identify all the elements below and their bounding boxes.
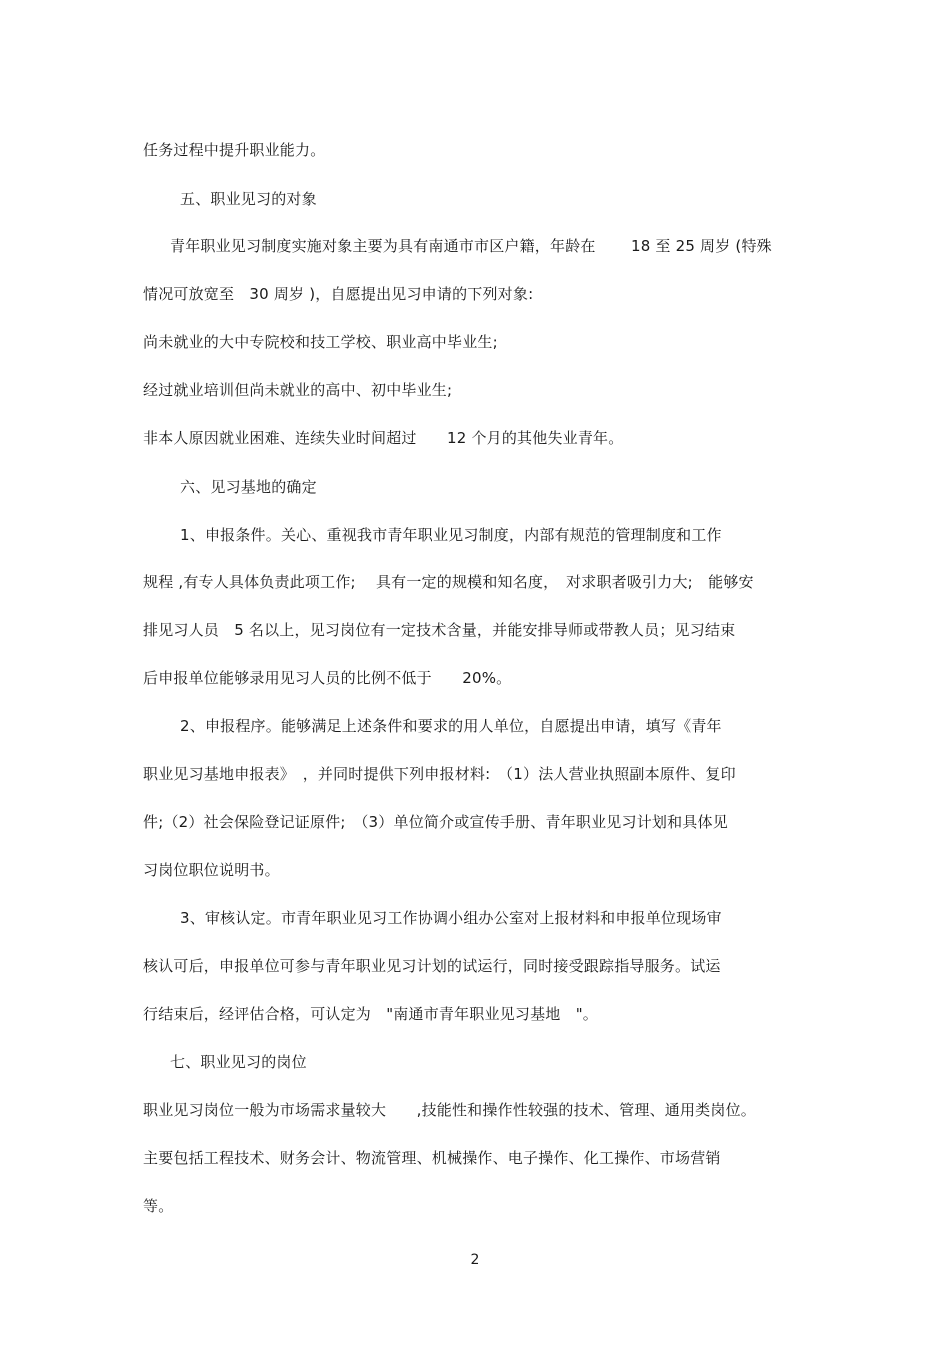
paragraph-line: 情况可放宽至 30 周岁 )，自愿提出见习申请的下列对象: [143, 285, 534, 303]
section-heading: 六、见习基地的确定 [180, 478, 317, 496]
list-item: 非本人原因就业困难、连续失业时间超过 12 个月的其他失业青年。 [143, 429, 624, 447]
paragraph-line: 习岗位职位说明书。 [143, 861, 280, 879]
paragraph-line: 主要包括工程技术、财务会计、物流管理、机械操作、电子操作、化工操作、市场营销 [143, 1149, 721, 1167]
paragraph-line: 2、申报程序。能够满足上述条件和要求的用人单位，自愿提出申请，填写《青年 [180, 717, 722, 735]
paragraph-line: 职业见习基地申报表》 ，并同时提供下列申报材料: （1）法人营业执照副本原件、复印 [143, 765, 736, 783]
paragraph-line: 3、审核认定。市青年职业见习工作协调小组办公室对上报材料和申报单位现场审 [180, 909, 722, 927]
paragraph-line: 件;（2）社会保险登记证原件; （3）单位简介或宣传手册、青年职业见习计划和具体见 [143, 813, 728, 831]
paragraph-line: 排见习人员 5 名以上，见习岗位有一定技术含量，并能安排导师或带教人员；见习结束 [143, 621, 736, 639]
paragraph-line: 行结束后，经评估合格，可认定为 "南通市青年职业见习基地 "。 [143, 1005, 599, 1023]
paragraph-line: 后申报单位能够录用见习人员的比例不低于 20%。 [143, 669, 512, 687]
list-item: 尚未就业的大中专院校和技工学校、职业高中毕业生; [143, 333, 498, 351]
paragraph-line: 职业见习岗位一般为市场需求量较大 ,技能性和操作性较强的技术、管理、通用类岗位。 [143, 1101, 756, 1119]
paragraph-line: 规程 ,有专人具体负责此项工作; 具有一定的规模和知名度， 对求职者吸引力大; 能够安 [143, 573, 754, 591]
paragraph-line: 等。 [143, 1197, 174, 1215]
paragraph-line: 1、申报条件。关心、重视我市青年职业见习制度，内部有规范的管理制度和工作 [180, 526, 722, 544]
section-heading: 七、职业见习的岗位 [170, 1053, 307, 1071]
list-item: 经过就业培训但尚未就业的高中、初中毕业生; [143, 381, 453, 399]
paragraph-line: 青年职业见习制度实施对象主要为具有南通市市区户籍，年龄在 18 至 25 周岁 (特殊 [170, 237, 772, 255]
section-heading: 五、职业见习的对象 [180, 190, 317, 208]
page-number: 2 [470, 1252, 480, 1268]
paragraph-line: 任务过程中提升职业能力。 [143, 141, 326, 159]
paragraph-line: 核认可后，申报单位可参与青年职业见习计划的试运行，同时接受跟踪指导服务。试运 [143, 957, 721, 975]
